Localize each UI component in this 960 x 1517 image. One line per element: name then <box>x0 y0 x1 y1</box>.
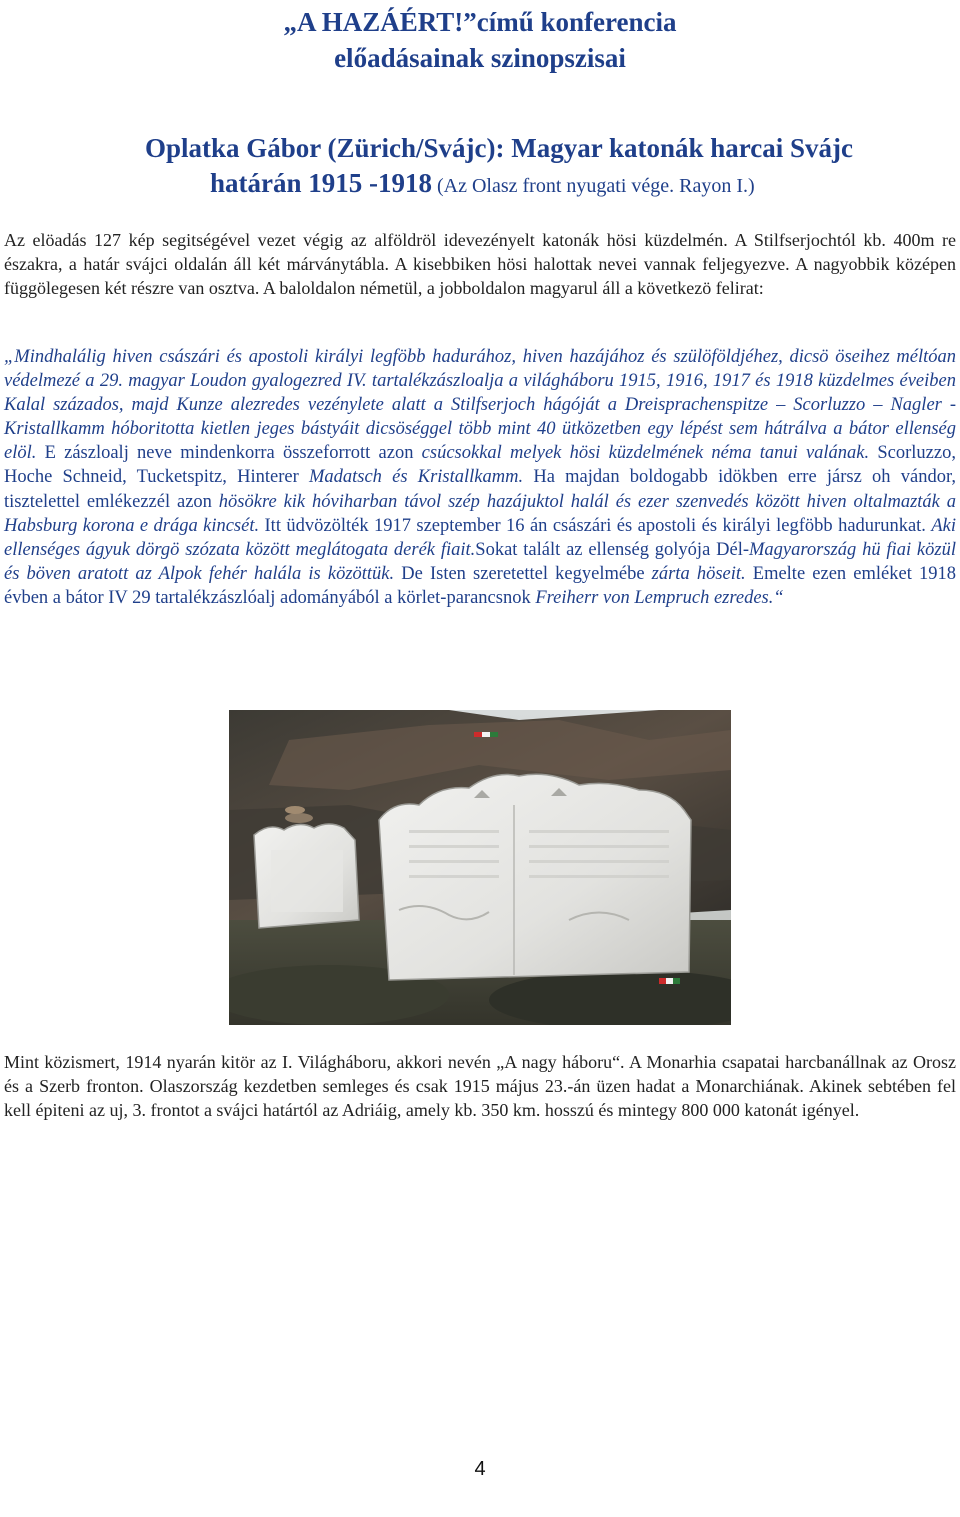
quote-segment: De Isten szeretettel kegyelmébe <box>401 563 652 584</box>
talk-title-subtitle: (Az Olasz front nyugati vége. Rayon I.) <box>432 175 755 197</box>
quote-segment: Magyarország hü fiai közül és böven aratott az Alpok fehér halála is közöttük. <box>4 539 956 584</box>
quote-segment: Madatsch és Kristallkamm. <box>308 467 534 488</box>
talk-title-years: határán 1915 -1918 <box>210 168 432 198</box>
talk-title <box>145 131 935 204</box>
memorial-plaques-photo <box>229 710 731 1025</box>
memorial-inscription-quote <box>4 345 956 610</box>
quote-segment: E zászloalj neve mindenkorra összeforrott azon <box>44 443 422 464</box>
quote-segment: „Mindhalálig hiven császári és apostoli királyi legföbb hadurához, hiven hazájához és szülöföldjéhez, dicsö öseihez méltóan védelmezé a 29. magyar Loudon gyalogezred IV. tartalékzászloalja a világháboru 1915, 1916, 1917 és 1918 küzdelmes éveiben Kalal százados, majd Kunze alezredes vezénylete alatt a Stilfserjoch hágóját a Dreisprachenspitze – Scorluzzo – Nagler - Kristallkamm hóboritotta kietlen jeges bástyáit dicsöséggel több mint 40 ütközetben egy lépést sem hátrálva a bátor ellenség elöl. <box>4 347 956 464</box>
quote-segment: Scorluzzo, Hoche Schneid, Tucketspitz, Hinterer <box>4 443 956 488</box>
quote-segment: Ha majdan boldogabb idökben erre jársz oh vándor, tisztelettel emlékezzél azon <box>4 467 956 512</box>
conference-title-line1: „A HAZÁÉRT!”című konferencia <box>283 7 677 37</box>
talk-title-line2 <box>145 166 935 204</box>
conference-title <box>0 4 960 76</box>
quote-segment: Itt üdvözölték 1917 szeptember 16 án császári és apostoli és királyi legföbb hadurunkat. <box>264 515 932 536</box>
quote-segment: hösökre kik hóviharban távol szép hazájuktol halál és ezer szenvedés között hiven oltalmazták a Habsburg korona e drága kincsét. <box>4 491 957 536</box>
quote-segment: Emelte ezen emléket 1918 évben a bátor IV 29 tartalékzászlóalj adományából a körlet-parancsnok <box>4 563 956 608</box>
conference-title-line2: előadásainak szinopszisai <box>334 43 626 73</box>
quote-segment: Freiherr von Lempruch ezredes.“ <box>535 587 784 608</box>
page-number: 4 <box>474 1458 486 1480</box>
talk-title-line1: Oplatka Gábor (Zürich/Svájc): Magyar katonák harcai Svájc <box>145 133 854 163</box>
quote-segment: csúcsokkal melyek hösi küzdelmének néma tanui valának. <box>421 443 878 464</box>
quote-segment: Sokat talált az ellenség golyója Dél- <box>475 539 749 560</box>
intro-paragraph: Az elöadás 127 kép segitségével vezet végig az alföldröl idevezényelt katonák hösi küzdelmén. A Stilfserjochtól kb. 400m re északra, a határ svájci oldalán áll két márványtábla. A kisebbiken hösi halottak nevei vannak feljegyezve. A nagyobbik középen függölegesen két részre van osztva. A baloldalon németül, a jobboldalon magyarul áll a következö felirat: <box>4 230 956 299</box>
quote-segment: Aki ellenséges ágyuk dörgö szózata között meglátogata derék fiait. <box>4 515 956 560</box>
quote-segment: zárta höseit. <box>651 563 753 584</box>
after-paragraph: Mint közismert, 1914 nyarán kitör az I. Világháboru, akkori nevén „A nagy háboru“. A Monarhia csapatai harcbanállnak az Orosz és a Szerb fronton. Olaszország kezdetben semleges és csak 1915 május 23.-án üzen hadat a Monarchiának. Akinek sebtében fel kell épiteni az uj, 3. frontot a svájci határtól az Adriáig, amely kb. 350 km. hosszú és mintegy 800 000 katonát igényel. <box>4 1052 956 1121</box>
photo-illustration <box>229 710 731 1025</box>
